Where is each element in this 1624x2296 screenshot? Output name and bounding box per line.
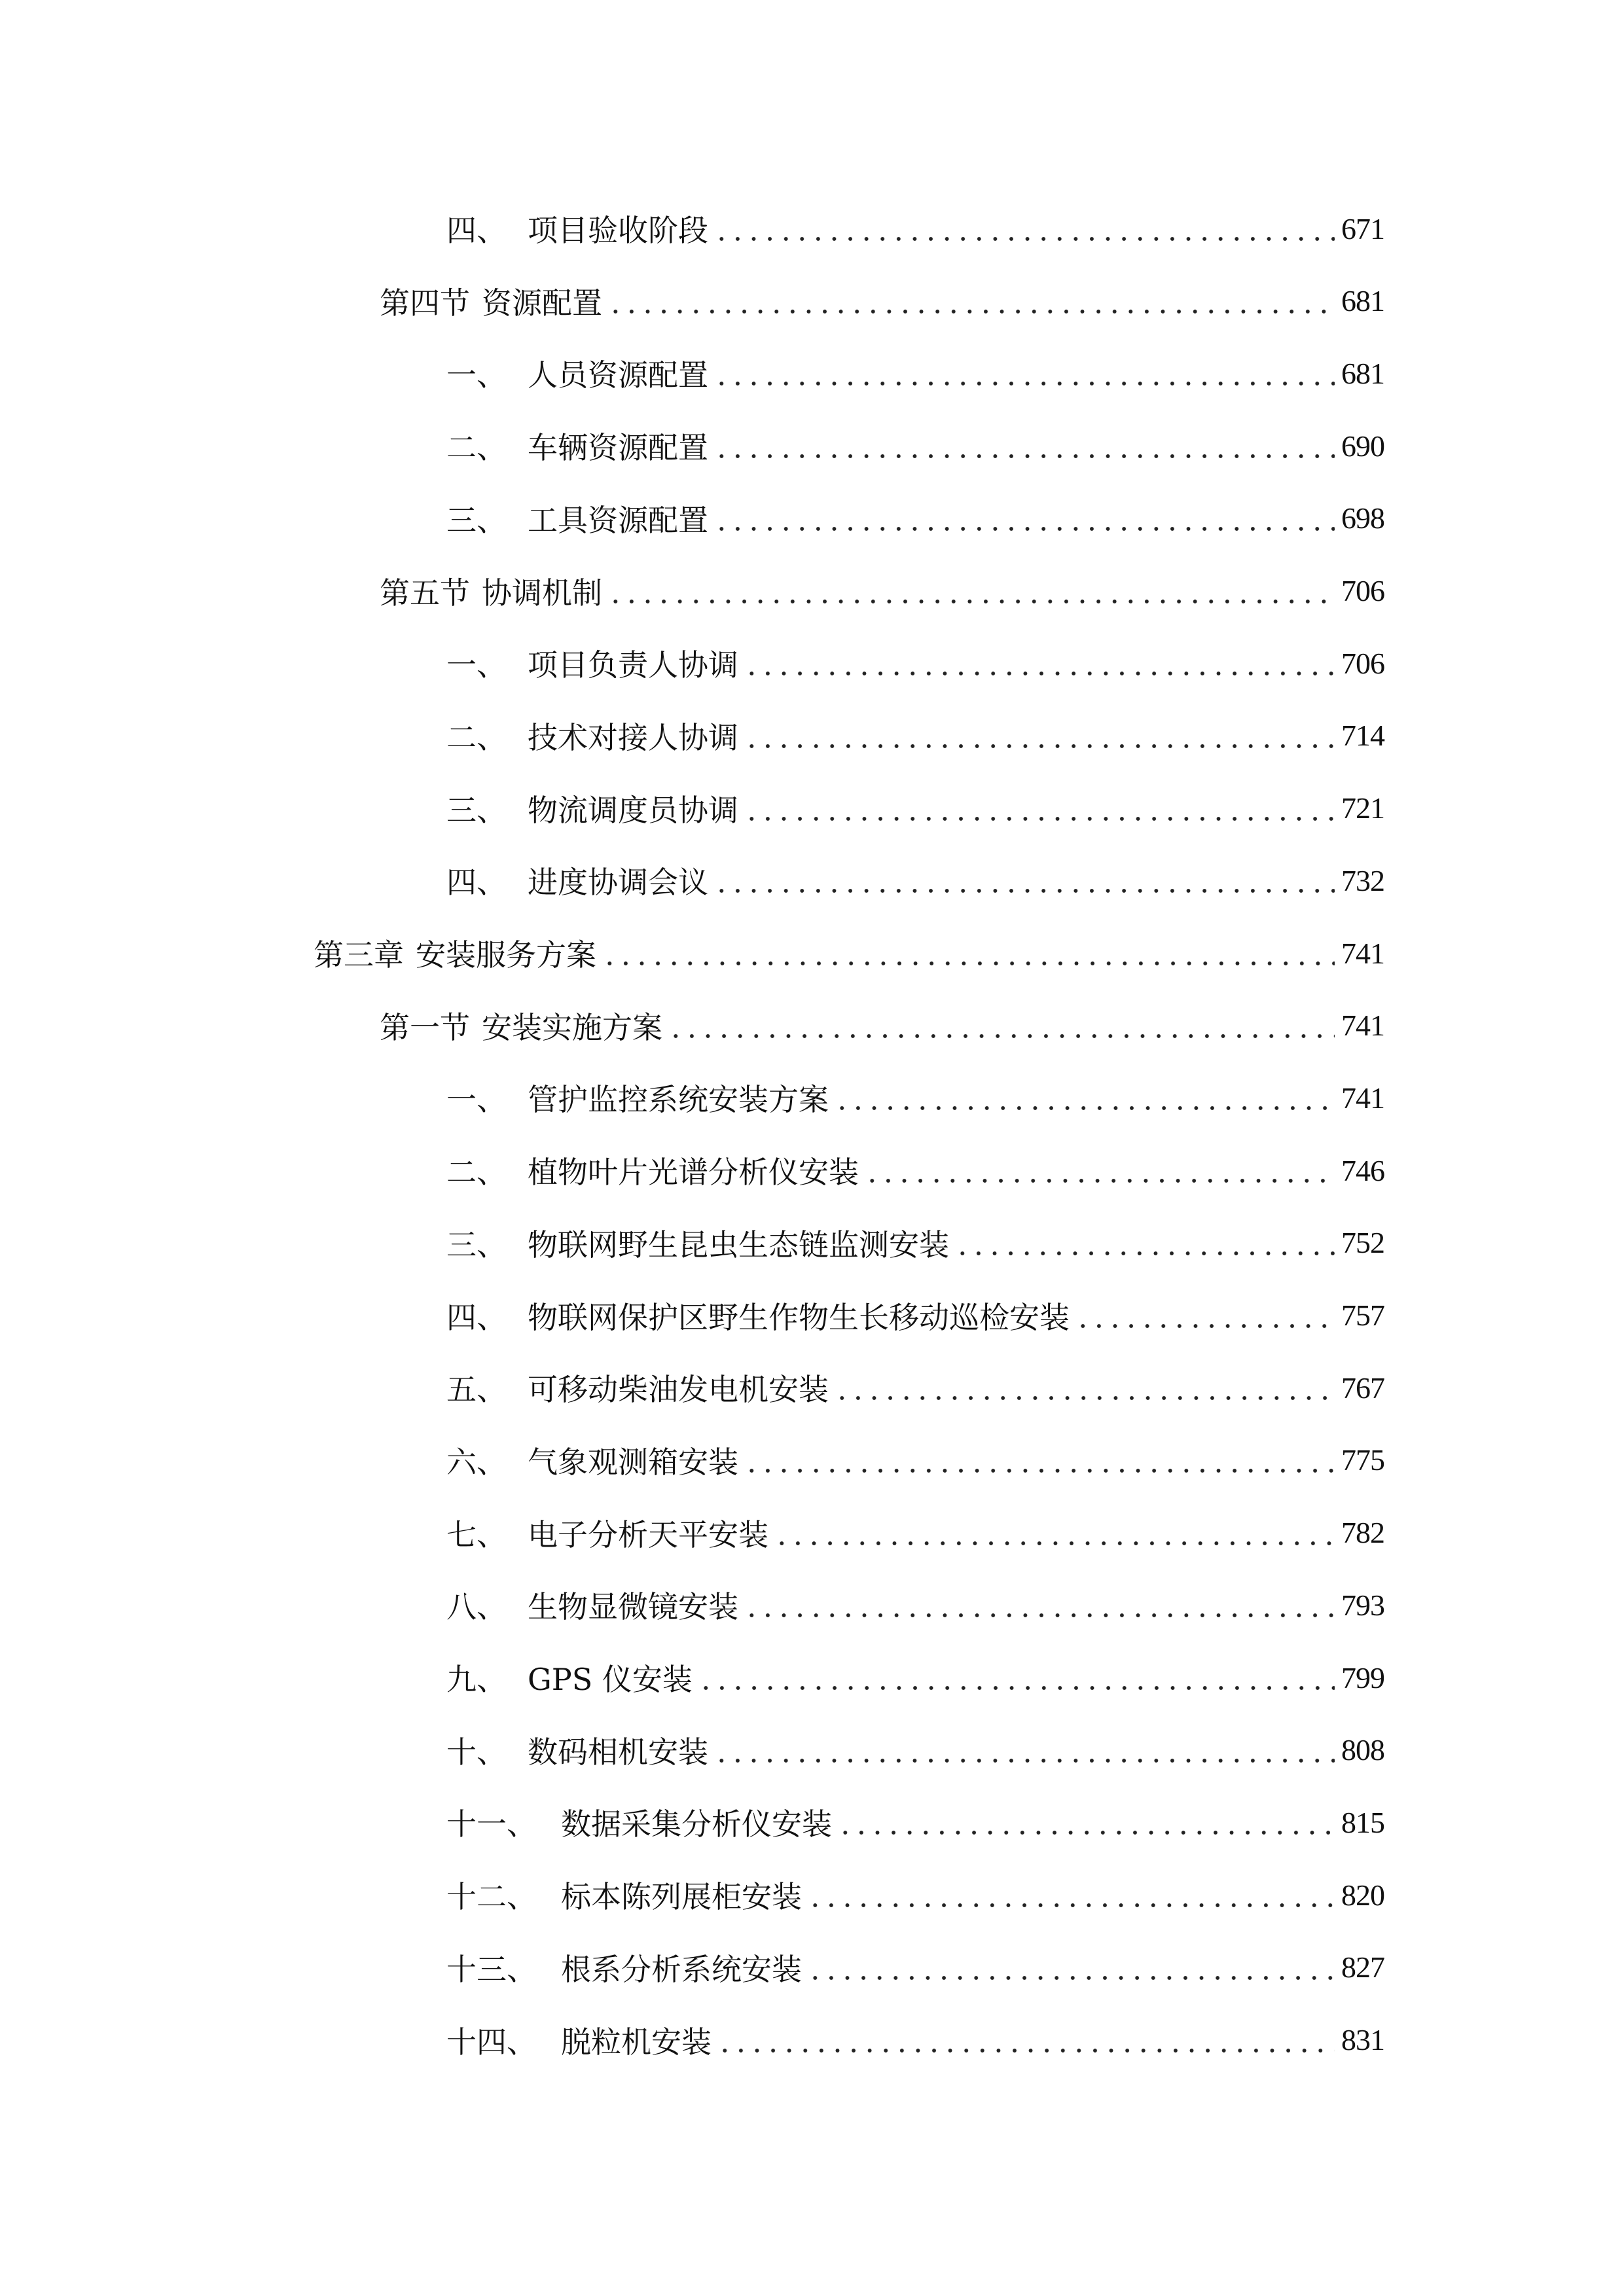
toc-entry-title: 人员资源配置: [528, 357, 708, 393]
toc-entry[interactable]: [0, 1144, 1384, 1196]
toc-entry-title: 协调机制: [482, 575, 602, 611]
toc-entry[interactable]: [0, 709, 1384, 762]
dot-leader: [837, 1807, 1335, 1837]
toc-entry-page: 757: [1341, 1299, 1384, 1332]
toc-entry-title: 脱粒机安装: [561, 2024, 712, 2060]
toc-entry-number: 第一节: [380, 1009, 470, 1045]
toc-entry-page: 698: [1341, 501, 1384, 535]
dot-leader: [834, 1083, 1335, 1113]
toc-entry-title: 可移动柴油发电机安装: [528, 1372, 829, 1408]
dot-leader: [713, 358, 1335, 388]
dot-leader: [954, 1228, 1335, 1258]
toc-entry[interactable]: [0, 202, 1384, 255]
dot-leader: [807, 1952, 1335, 1982]
dot-leader: [744, 648, 1335, 678]
toc-entry[interactable]: [0, 1579, 1384, 1631]
toc-entry[interactable]: [0, 927, 1384, 979]
toc-entry-number: 三、: [446, 792, 507, 828]
toc-entry-number: 二、: [446, 430, 507, 466]
toc-entry[interactable]: [0, 854, 1384, 906]
toc-entry-page: 706: [1341, 574, 1384, 607]
toc-entry-title: 植物叶片光谱分析仪安装: [528, 1155, 859, 1191]
toc-entry-title: 数据采集分析仪安装: [561, 1806, 832, 1842]
toc-entry[interactable]: [0, 1941, 1384, 1994]
toc-entry-number: 十、: [446, 1734, 507, 1770]
dot-leader: [713, 503, 1335, 533]
toc-entry-number: 六、: [446, 1444, 507, 1480]
toc-entry-title: 物流调度员协调: [528, 792, 738, 828]
toc-entry-page: 681: [1341, 284, 1384, 318]
toc-entry[interactable]: [0, 1724, 1384, 1776]
toc-entry-page: 767: [1341, 1371, 1384, 1405]
toc-entry[interactable]: [0, 1071, 1384, 1124]
toc-entry-page: 706: [1341, 646, 1384, 680]
toc-entry[interactable]: [0, 637, 1384, 689]
toc-entry[interactable]: [0, 347, 1384, 399]
dot-leader: [607, 286, 1335, 316]
toc-entry[interactable]: [0, 1217, 1384, 1269]
toc-entry-title: 标本陈列展柜安装: [561, 1879, 802, 1915]
toc-entry-number: 十三、: [446, 1951, 537, 1987]
toc-entry-title: 数码相机安装: [528, 1734, 708, 1770]
toc-entry-page: 820: [1341, 1878, 1384, 1912]
toc-entry-title: 物联网野生昆虫生态链监测安装: [528, 1227, 949, 1263]
toc-entry-number: 一、: [446, 357, 507, 393]
toc-entry[interactable]: [0, 1507, 1384, 1559]
toc-entry-number: 一、: [446, 647, 507, 683]
toc-entry-page: 775: [1341, 1443, 1384, 1477]
toc-entry-number: 三、: [446, 502, 507, 538]
toc-entry-number: 十二、: [446, 1879, 537, 1915]
toc-entry-number: 一、: [446, 1082, 507, 1118]
toc-entry-title: 气象观测箱安装: [528, 1444, 738, 1480]
toc-entry-page: 714: [1341, 719, 1384, 753]
dot-leader: [744, 721, 1335, 751]
toc-entry[interactable]: [0, 1361, 1384, 1414]
toc-entry-title: 根系分析系统安装: [561, 1951, 802, 1987]
toc-entry-number: 三、: [446, 1227, 507, 1263]
dot-leader: [834, 1372, 1335, 1403]
toc-entry-number: 十四、: [446, 2024, 537, 2060]
dot-leader: [713, 1735, 1335, 1765]
toc-entry-page: 732: [1341, 863, 1384, 897]
toc-entry-title: 物联网保护区野生作物生长移动巡检安装: [528, 1299, 1070, 1335]
toc-entry-number: 二、: [446, 1155, 507, 1191]
toc-entry-page: 741: [1341, 936, 1384, 970]
toc-entry-title: 进度协调会议: [528, 865, 708, 901]
toc-entry-number: 四、: [446, 213, 507, 248]
toc-entry-number: 二、: [446, 719, 507, 755]
toc-entry[interactable]: [0, 2014, 1384, 2066]
dot-leader: [713, 431, 1335, 461]
toc-entry[interactable]: [0, 782, 1384, 834]
toc-entry-title: 项目验收阶段: [528, 213, 708, 248]
toc-entry-number: 十一、: [446, 1806, 537, 1842]
dot-leader: [774, 1518, 1335, 1548]
toc-entry-page: 808: [1341, 1733, 1384, 1767]
toc-entry-page: 831: [1341, 2023, 1384, 2056]
toc-entry-number: 第五节: [380, 575, 470, 611]
toc-entry[interactable]: [0, 1796, 1384, 1848]
toc-entry[interactable]: [0, 1289, 1384, 1342]
toc-entry[interactable]: [0, 275, 1384, 327]
dot-leader: [744, 1445, 1335, 1475]
toc-entry-title: 项目负责人协调: [528, 647, 738, 683]
toc-entry-page: 799: [1341, 1660, 1384, 1695]
dot-leader: [668, 1011, 1335, 1041]
toc-entry-page: 782: [1341, 1516, 1384, 1550]
toc-entry[interactable]: [0, 1434, 1384, 1486]
toc-entry-title: GPS 仪安装: [528, 1662, 693, 1697]
toc-entry-page: 827: [1341, 1950, 1384, 1984]
toc-entry-number: 八、: [446, 1589, 507, 1625]
toc-entry-number: 四、: [446, 865, 507, 901]
toc-entry-number: 四、: [446, 1299, 507, 1335]
toc-entry-number: 第三章: [314, 937, 404, 973]
dot-leader: [1075, 1300, 1335, 1331]
dot-leader: [744, 1590, 1335, 1620]
dot-leader: [713, 865, 1335, 895]
dot-leader: [602, 938, 1335, 968]
toc-entry-page: 671: [1341, 211, 1384, 245]
toc-entry-number: 七、: [446, 1516, 507, 1552]
toc-entry-page: 815: [1341, 1805, 1384, 1839]
toc-entry-page: 793: [1341, 1588, 1384, 1622]
toc-entry-title: 工具资源配置: [528, 502, 708, 538]
toc-entry-page: 721: [1341, 791, 1384, 825]
dot-leader: [807, 1880, 1335, 1910]
toc-entry-page: 741: [1341, 1081, 1384, 1115]
toc-entry[interactable]: [0, 492, 1384, 545]
toc-entry-page: 681: [1341, 356, 1384, 390]
toc-entry-page: 741: [1341, 1009, 1384, 1043]
toc-entry-title: 管护监控系统安装方案: [528, 1082, 829, 1118]
toc-entry-title: 生物显微镜安装: [528, 1589, 738, 1625]
toc-entry[interactable]: [0, 420, 1384, 472]
toc-entry-title: 电子分析天平安装: [528, 1516, 768, 1552]
toc-entry-page: 746: [1341, 1153, 1384, 1187]
dot-leader: [744, 793, 1335, 823]
toc-entry-title: 安装服务方案: [416, 937, 596, 973]
toc-entry-title: 资源配置: [482, 285, 602, 321]
toc-entry[interactable]: [0, 565, 1384, 617]
toc-entry-number: 九、: [446, 1662, 507, 1697]
toc-entry-title: 车辆资源配置: [528, 430, 708, 466]
toc-entry[interactable]: [0, 1651, 1384, 1704]
toc-entry-page: 690: [1341, 429, 1384, 463]
toc-entry-page: 752: [1341, 1226, 1384, 1260]
dot-leader: [713, 213, 1335, 243]
toc-entry-title: 安装实施方案: [482, 1009, 662, 1045]
toc-entry[interactable]: [0, 999, 1384, 1052]
dot-leader: [717, 2025, 1335, 2055]
toc-entry-title: 技术对接人协调: [528, 719, 738, 755]
dot-leader: [864, 1155, 1335, 1185]
toc-entry[interactable]: [0, 1869, 1384, 1921]
dot-leader: [698, 1662, 1335, 1693]
toc-entry-number: 第四节: [380, 285, 470, 321]
dot-leader: [607, 576, 1335, 606]
toc-entry-number: 五、: [446, 1372, 507, 1408]
